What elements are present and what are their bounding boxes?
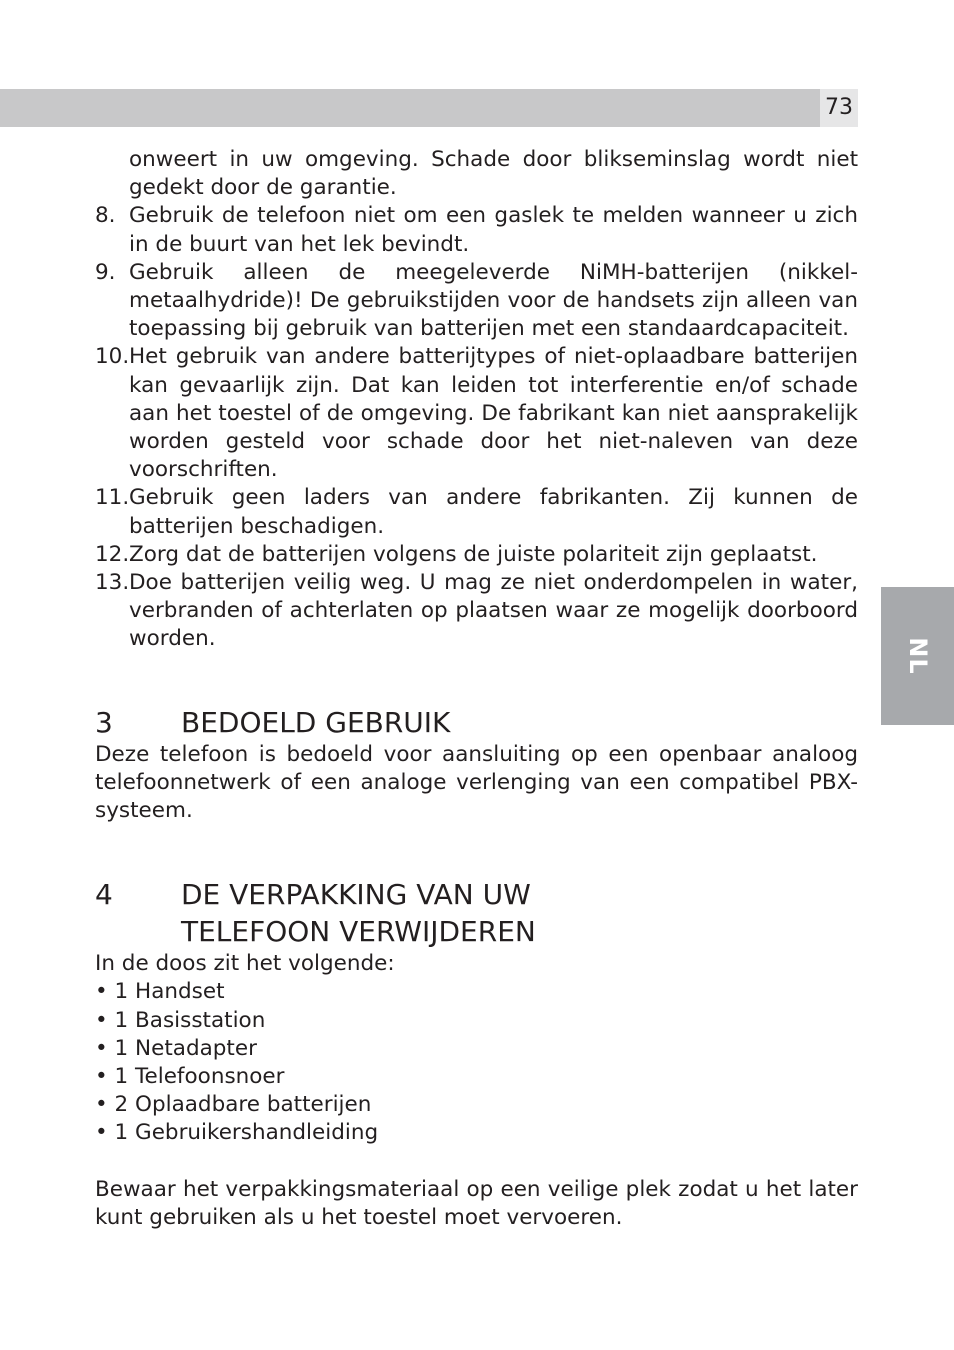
language-tab-label: NL <box>903 637 932 675</box>
list-item: • 1 Basisstation <box>95 1007 266 1033</box>
list-item-text: Doe batterijen veilig weg. U mag ze niet onderdompelen in water, verbranden of achterlaten op plaatsen waar ze mogelijk doorboord worden. <box>129 570 858 652</box>
list-item: • 1 Telefoonsnoer <box>95 1064 285 1090</box>
section-3-title: BEDOELD GEBRUIK <box>181 705 451 739</box>
list-item <box>95 259 858 344</box>
list-item-number: 11. <box>95 485 130 511</box>
list-item-text: Het gebruik van andere batterijtypes of niet-oplaadbare batterijen kan gevaarlijk zijn. Dat kan leiden tot interferentie en/of schade aan het toestel of de omgeving. De fabrikant kan niet aansprakelijk worden gesteld voor schade door het niet-naleven van deze voorschriften. <box>129 344 858 483</box>
section-4-heading <box>95 876 858 950</box>
section-3-heading <box>95 704 858 741</box>
list-item-number: 8. <box>95 203 116 229</box>
section-3-body: Deze telefoon is bedoeld voor aansluiting op een openbaar analoog telefoonnetwerk of een analoge verlenging van een compatibel PBX-systeem. <box>95 741 858 824</box>
list-item <box>95 569 858 654</box>
language-tab <box>881 587 954 725</box>
intro-continuation: onweert in uw omgeving. Schade door blikseminslag wordt niet gedekt door de garantie. <box>129 147 858 201</box>
package-contents-list <box>95 978 858 1147</box>
section-4-intro: In de doos zit het volgende: <box>95 951 395 977</box>
list-item <box>95 541 858 569</box>
list-item-number: 12. <box>95 541 130 567</box>
list-item: • 1 Netadapter <box>95 1035 257 1061</box>
section-4-title-line-1: DE VERPAKKING VAN UW <box>181 878 531 912</box>
list-item-text: Gebruik geen laders van andere fabrikanten. Zij kunnen de batterijen beschadigen. <box>129 485 858 539</box>
section-4-title <box>181 876 536 950</box>
list-item-text: Gebruik de telefoon niet om een gaslek te melden wanneer u zich in de buurt van het lek bevindt. <box>129 203 858 257</box>
section-3-number: 3 <box>95 705 113 739</box>
list-item-number: 9. <box>95 259 116 285</box>
page-content <box>95 146 858 1232</box>
list-item: • 1 Gebruikershandleiding <box>95 1120 379 1146</box>
list-item: • 1 Handset <box>95 979 225 1005</box>
safety-list <box>95 202 858 653</box>
section-4-number: 4 <box>95 878 113 912</box>
page-number: 73 <box>820 89 858 127</box>
list-item <box>95 484 858 540</box>
list-item-number: 13. <box>95 570 130 596</box>
list-item: • 2 Oplaadbare batterijen <box>95 1092 372 1118</box>
list-item-number: 10. <box>95 344 130 370</box>
section-4-closing: Bewaar het verpakkingsmateriaal op een veilige plek zodat u het later kunt gebruiken als u het toestel moet vervoeren. <box>95 1176 858 1230</box>
list-item <box>95 343 858 484</box>
list-item-text: Zorg dat de batterijen volgens de juiste polariteit zijn geplaatst. <box>129 541 818 567</box>
list-item-text: Gebruik alleen de meegeleverde NiMH-batterijen (nikkel-metaalhydride)! De gebruikstijden voor de handsets zijn alleen van toepassing bij gebruik van batterijen met een standaardcapaciteit. <box>129 259 858 342</box>
header-bar <box>0 89 820 127</box>
section-4-title-line-2: TELEFOON VERWIJDEREN <box>181 915 536 949</box>
list-item <box>95 202 858 258</box>
